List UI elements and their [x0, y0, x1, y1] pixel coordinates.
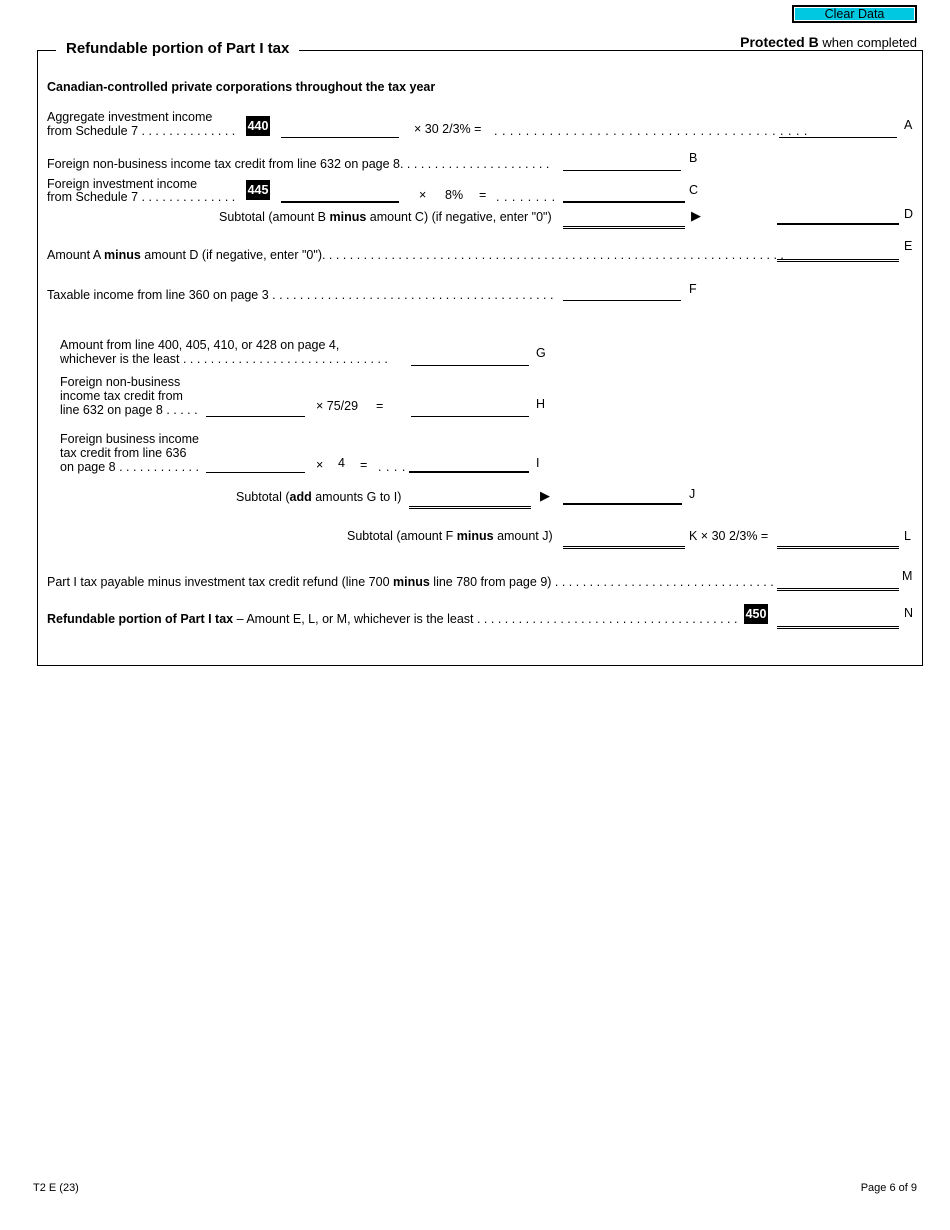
- line-a-result[interactable]: [779, 120, 897, 138]
- letter-m: M: [902, 569, 913, 583]
- line-c-result[interactable]: [563, 185, 685, 203]
- letter-h: H: [536, 397, 546, 411]
- line-f-input[interactable]: [563, 283, 681, 301]
- line-g-label-2: whichever is the least . . . . . . . . . . . . . . . . . . . . . . . . . . . . . .: [60, 352, 388, 366]
- line-a-label-1: Aggregate investment income: [47, 110, 213, 124]
- line-g-input[interactable]: [411, 348, 529, 366]
- line-m-result[interactable]: [777, 571, 899, 591]
- line-c-rate: 8%: [445, 188, 464, 202]
- line-i-label-3: on page 8 . . . . . . . . . . . .: [60, 460, 199, 474]
- line-a-label-2: from Schedule 7 . . . . . . . . . . . . . .: [47, 124, 236, 138]
- letter-j: J: [689, 487, 696, 501]
- line-i-label-1: Foreign business income: [60, 432, 199, 446]
- line-450-code: 450: [744, 604, 768, 624]
- dot-leader: . . . . . . . .: [496, 190, 556, 204]
- letter-l: L: [904, 529, 911, 543]
- letter-g: G: [536, 346, 546, 360]
- line-k-multiplier: K × 30 2/3% =: [689, 529, 769, 543]
- line-440-input[interactable]: [281, 120, 399, 138]
- line-445-code: 445: [246, 180, 270, 200]
- line-d-label: Subtotal (amount B minus amount C) (if negative, enter "0"): [219, 210, 552, 224]
- line-c-equals: =: [479, 188, 487, 202]
- line-e-label: Amount A minus amount D (if negative, enter "0"). . . . . . . . . . . . . . . . . . . . . . . . . . . . . . . . . . . . . . . . . . . . . . . . . . . . . . . . . . . . . . . . . . .: [47, 248, 784, 262]
- line-m-label: Part I tax payable minus investment tax credit refund (line 700 minus line 780 from page 9) . . . . . . . . . . . . . . . . . . . . . . . . . . . . . . . .: [47, 575, 774, 589]
- line-440-code: 440: [246, 116, 270, 136]
- line-l-result[interactable]: [777, 529, 899, 549]
- line-j-subtotal[interactable]: [409, 489, 531, 509]
- letter-f: F: [689, 282, 697, 296]
- letter-c: C: [689, 183, 699, 197]
- line-c-label-1: Foreign investment income: [47, 177, 198, 191]
- line-j-label: Subtotal (add amounts G to I): [236, 490, 402, 504]
- line-k-label: Subtotal (amount F minus amount J): [347, 529, 553, 543]
- line-h-label-3: line 632 on page 8 . . . . .: [60, 403, 198, 417]
- line-b-label: Foreign non-business income tax credit from line 632 on page 8. . . . . . . . . . . . . . . . . . . . . .: [47, 157, 550, 171]
- line-i-result[interactable]: [409, 455, 529, 473]
- line-i-equals: =: [360, 458, 368, 472]
- line-i-input[interactable]: [206, 455, 305, 473]
- letter-n: N: [904, 606, 914, 620]
- protected-b-notice: Protected B when completed: [740, 34, 917, 50]
- line-i-label-2: tax credit from line 636: [60, 446, 187, 460]
- letter-b: B: [689, 151, 698, 165]
- line-d-result[interactable]: [777, 207, 899, 225]
- line-c-label-2: from Schedule 7 . . . . . . . . . . . . . .: [47, 190, 236, 204]
- form-identifier: T2 E (23): [33, 1182, 79, 1194]
- section-title: Refundable portion of Part I tax: [56, 40, 299, 57]
- line-h-label-2: income tax credit from: [60, 389, 183, 403]
- line-h-result[interactable]: [411, 399, 529, 417]
- line-d-subtotal[interactable]: [563, 209, 685, 229]
- letter-a: A: [904, 118, 913, 132]
- line-445-input[interactable]: [281, 185, 399, 203]
- line-e-result[interactable]: [777, 242, 899, 262]
- dot-leader: . . . .: [378, 460, 406, 474]
- dot-leader: . . . . . . . . . . . . . . . . . . . . . . . . . . . . . . . . . . . . . . . .: [494, 124, 808, 138]
- line-h-label-1: Foreign non-business: [60, 375, 181, 389]
- page-number: Page 6 of 9: [860, 1182, 917, 1194]
- line-c-times: ×: [419, 188, 427, 202]
- line-h-input[interactable]: [206, 399, 305, 417]
- line-i-times: ×: [316, 458, 324, 472]
- line-k-input[interactable]: [563, 529, 685, 549]
- arrow-right-icon: ▶: [540, 488, 550, 503]
- line-j-result[interactable]: [563, 487, 682, 505]
- line-b-input[interactable]: [563, 153, 681, 171]
- line-i-factor: 4: [338, 456, 345, 470]
- line-450-result[interactable]: [777, 609, 899, 629]
- line-h-equals: =: [376, 399, 384, 413]
- subheading: Canadian-controlled private corporations throughout the tax year: [47, 80, 436, 94]
- line-h-multiplier: × 75/29: [316, 399, 359, 413]
- letter-d: D: [904, 207, 914, 221]
- letter-i: I: [536, 456, 540, 470]
- line-g-label-1: Amount from line 400, 405, 410, or 428 on page 4,: [60, 338, 340, 352]
- line-n-label: Refundable portion of Part I tax – Amount E, L, or M, whichever is the least . . . . . . . . . . . . . . . . . . . . . . . . . . . . . . . . . . . . . .: [47, 612, 738, 626]
- letter-e: E: [904, 239, 913, 253]
- line-a-multiplier: × 30 2/3% =: [414, 122, 482, 136]
- arrow-right-icon: ▶: [691, 208, 701, 223]
- clear-data-button[interactable]: Clear Data: [792, 5, 917, 23]
- line-f-label: Taxable income from line 360 on page 3 . . . . . . . . . . . . . . . . . . . . . . . . . . . . . . . . . . . . . . . . .: [47, 288, 554, 302]
